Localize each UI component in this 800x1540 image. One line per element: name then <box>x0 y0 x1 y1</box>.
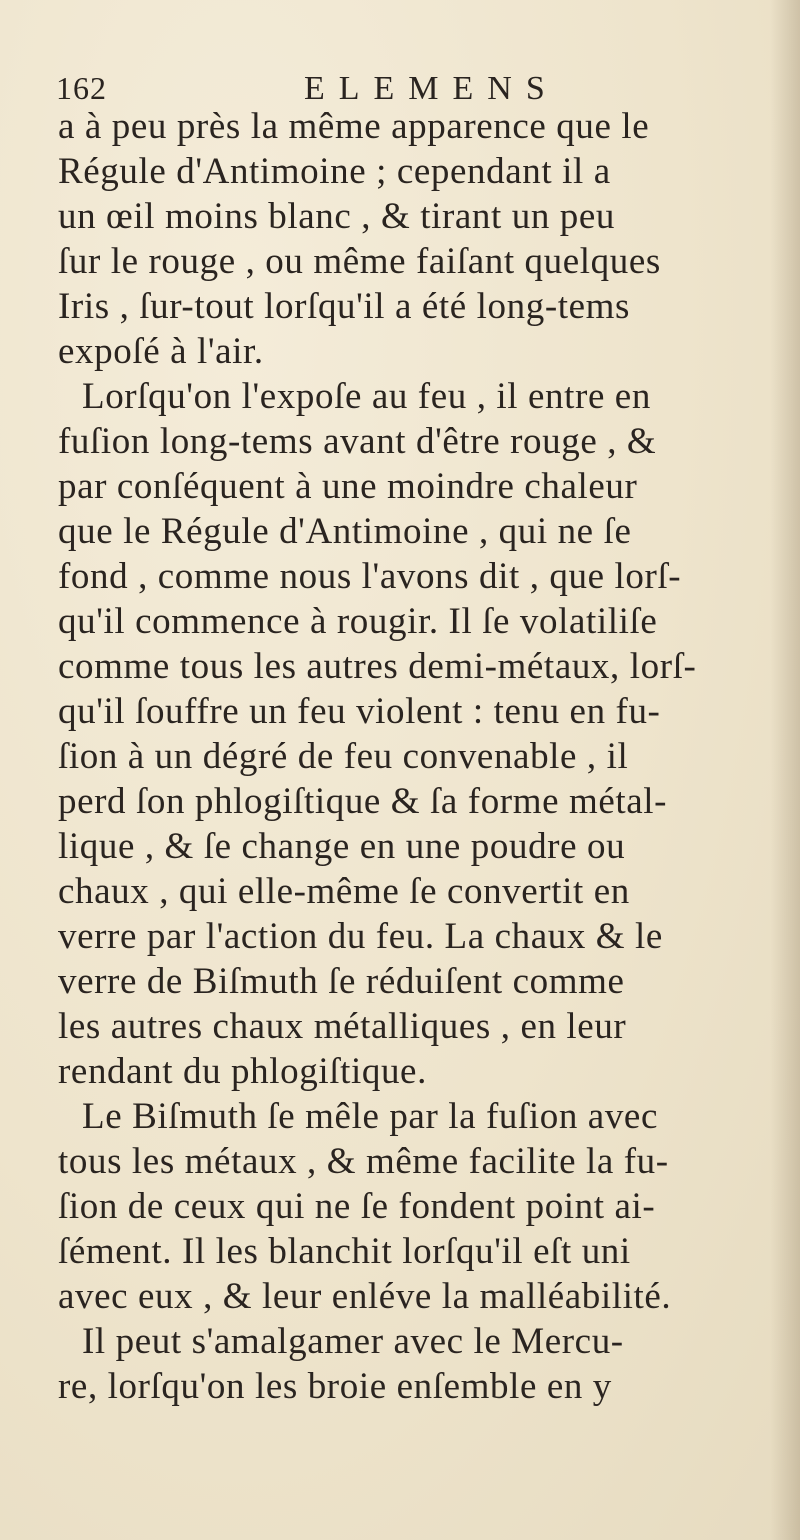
text-line: par conſéquent à une moindre chaleur <box>58 466 638 507</box>
text-line: rendant du phlogiſtique. <box>58 1051 427 1092</box>
text-line: un œil moins blanc , & tirant un peu <box>58 196 615 237</box>
text-line: que le Régule d'Antimoine , qui ne ſe <box>58 511 632 552</box>
text-line: fuſion long-tems avant d'être rouge , & <box>58 421 657 462</box>
text-line: fond , comme nous l'avons dit , que lorſ- <box>58 556 682 597</box>
text-line: verre par l'action du feu. La chaux & le <box>58 916 663 957</box>
text-line: chaux , qui elle-même ſe convertit en <box>58 871 630 912</box>
running-title: ELEMENS <box>304 70 559 107</box>
text-line: Régule d'Antimoine ; cependant il a <box>58 151 611 192</box>
page-edge-shadow <box>770 0 800 1540</box>
page-number: 162 <box>56 70 107 106</box>
text-line: qu'il commence à rougir. Il ſe volatiliſe <box>58 601 658 642</box>
text-line: a à peu près la même apparence que le <box>58 106 650 147</box>
body-text <box>58 104 770 1409</box>
text-line: expoſé à l'air. <box>58 331 264 372</box>
text-line: perd ſon phlogiſtique & ſa forme métal- <box>58 781 668 822</box>
paragraph-start-line: Il peut s'amalgamer avec le Mercu- <box>82 1321 624 1362</box>
text-line: Iris , ſur-tout lorſqu'il a été long-tems <box>58 286 631 327</box>
text-line: avec eux , & leur enléve la malléabilité. <box>58 1276 672 1317</box>
text-line: ſément. Il les blanchit lorſqu'il eſt uni <box>58 1231 631 1272</box>
text-line: lique , & ſe change en une poudre ou <box>58 826 626 867</box>
text-line: comme tous les autres demi-métaux, lorſ- <box>58 646 697 687</box>
text-line: verre de Biſmuth ſe réduiſent comme <box>58 961 625 1002</box>
text-line: ſion à un dégré de feu convenable , il <box>58 736 629 777</box>
paragraph-start-line: Le Biſmuth ſe mêle par la fuſion avec <box>82 1096 658 1137</box>
text-line: tous les métaux , & même facilite la fu- <box>58 1141 669 1182</box>
text-line: ſion de ceux qui ne ſe fondent point ai- <box>58 1186 656 1227</box>
text-line: ſur le rouge , ou même faiſant quelques <box>58 241 661 282</box>
text-line: qu'il ſouffre un feu violent : tenu en fu- <box>58 691 661 732</box>
paragraph-start-line: Lorſqu'on l'expoſe au feu , il entre en <box>82 376 651 417</box>
text-line: les autres chaux métalliques , en leur <box>58 1006 627 1047</box>
text-line: re, lorſqu'on les broie enſemble en y <box>58 1366 612 1407</box>
